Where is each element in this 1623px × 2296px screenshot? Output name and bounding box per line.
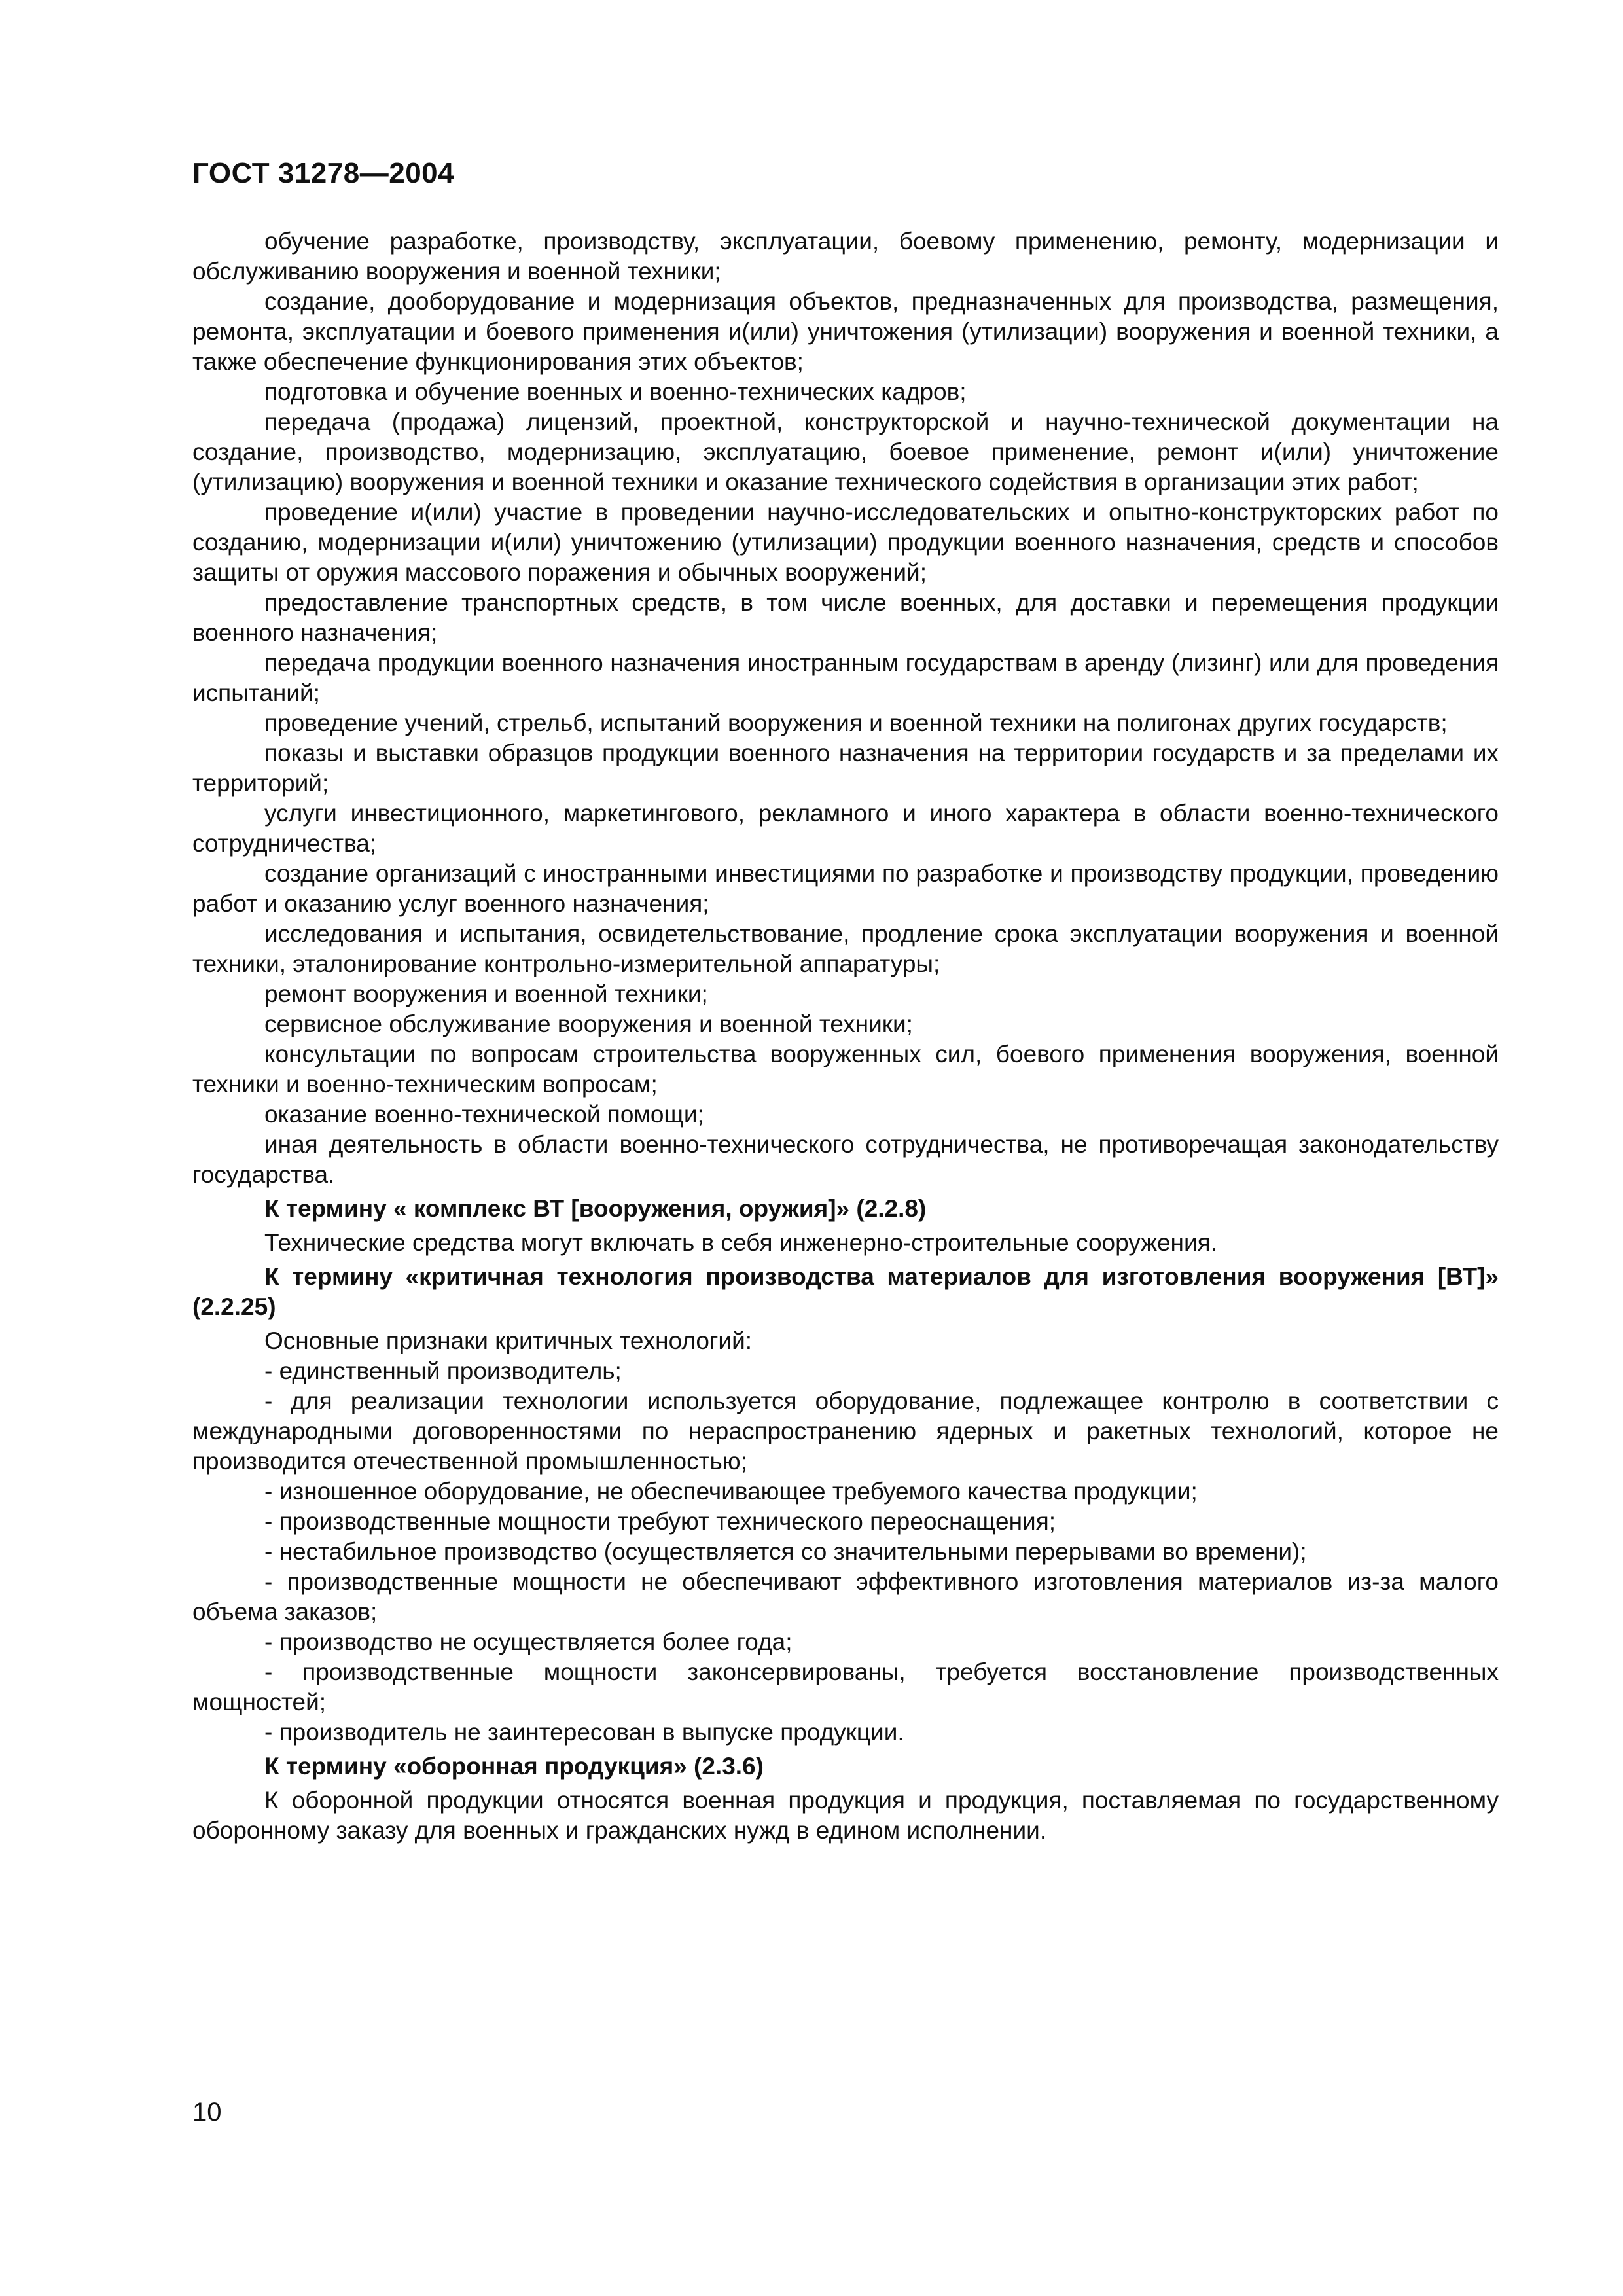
paragraph: консультации по вопросам строительства вооруженных сил, боевого применения вооружения, военной техники и военно-техническим вопросам; xyxy=(192,1041,1499,1098)
document-header: ГОСТ 31278—2004 xyxy=(192,157,455,189)
paragraph: - для реализации технологии используется оборудование, подлежащее контролю в соответствии с международными договоренностями по нераспространению ядерных и ракетных технологий, которое не производится отечественной промышленностью; xyxy=(192,1388,1499,1475)
paragraph: обучение разработке, производству, эксплуатации, боевому применению, ремонту, модернизации и обслуживанию вооружения и военной техники; xyxy=(192,228,1499,285)
page-number: 10 xyxy=(192,2098,222,2126)
paragraph: создание, дооборудование и модернизация объектов, предназначенных для производства, размещения, ремонта, эксплуатации и боевого применения и(или) уничтожения (утилизации) вооружения и военной техники, а также обеспечение функционирования этих объектов; xyxy=(192,288,1499,375)
paragraph: - изношенное оборудование, не обеспечивающее требуемого качества продукции; xyxy=(264,1478,1198,1505)
paragraph: - нестабильное производство (осуществляется со значительными перерывами во времени); xyxy=(264,1538,1307,1565)
document-body xyxy=(192,226,1499,1846)
paragraph: ремонт вооружения и военной техники; xyxy=(264,980,708,1007)
paragraph: передача (продажа) лицензий, проектной, конструкторской и научно-технической документации на создание, производство, модернизацию, эксплуатацию, боевое применение, ремонт и(или) уничтожение (утилизацию) вооружения и военной техники и оказание технического содействия в организации этих работ; xyxy=(192,408,1499,495)
section-heading: К термину «оборонная продукция» (2.3.6) xyxy=(264,1753,764,1780)
paragraph: иная деятельность в области военно-технического сотрудничества, не противоречащая законодательству государства. xyxy=(192,1131,1499,1188)
paragraph: передача продукции военного назначения иностранным государствам в аренду (лизинг) или для проведения испытаний; xyxy=(192,649,1499,706)
paragraph: Технические средства могут включать в себя инженерно-строительные сооружения. xyxy=(264,1229,1217,1256)
paragraph: показы и выставки образцов продукции военного назначения на территории государств и за пределами их территорий; xyxy=(192,740,1499,797)
section-heading: К термину «критичная технология производства материалов для изготовления вооружения [ВТ]» (2.2.25) xyxy=(192,1263,1499,1320)
paragraph: услуги инвестиционного, маркетингового, рекламного и иного характера в области военно-технического сотрудничества; xyxy=(192,800,1499,857)
paragraph: проведение и(или) участие в проведении научно-исследовательских и опытно-конструкторских работ по созданию, модернизации и(или) уничтожению (утилизации) продукции военного назначения, средств и способов защиты от оружия массового поражения и обычных вооружений; xyxy=(192,499,1499,586)
paragraph: создание организаций с иностранными инвестициями по разработке и производству продукции, проведению работ и оказанию услуг военного назначения; xyxy=(192,860,1499,917)
paragraph: исследования и испытания, освидетельствование, продление срока эксплуатации вооружения и военной техники, эталонирование контрольно-измерительной аппаратуры; xyxy=(192,920,1499,977)
paragraph: - единственный производитель; xyxy=(264,1357,622,1384)
paragraph: - производственные мощности не обеспечивают эффективного изготовления материалов из-за малого объема заказов; xyxy=(192,1568,1499,1625)
paragraph: сервисное обслуживание вооружения и военной техники; xyxy=(264,1011,913,1037)
paragraph: К оборонной продукции относятся военная продукция и продукция, поставляемая по государственному оборонному заказу для военных и гражданских нужд в едином исполнении. xyxy=(192,1787,1499,1844)
paragraph: проведение учений, стрельб, испытаний вооружения и военной техники на полигонах других государств; xyxy=(264,709,1448,736)
paragraph: - производитель не заинтересован в выпуске продукции. xyxy=(264,1719,904,1746)
paragraph: подготовка и обучение военных и военно-технических кадров; xyxy=(264,378,967,405)
paragraph: - производственные мощности законсервированы, требуется восстановление производственных мощностей; xyxy=(192,1659,1499,1715)
paragraph: оказание военно-технической помощи; xyxy=(264,1101,704,1128)
section-heading: К термину « комплекс ВТ [вооружения, оружия]» (2.2.8) xyxy=(264,1195,927,1222)
paragraph: предоставление транспортных средств, в том числе военных, для доставки и перемещения продукции военного назначения; xyxy=(192,589,1499,646)
paragraph: - производство не осуществляется более года; xyxy=(264,1628,793,1655)
paragraph: - производственные мощности требуют технического переоснащения; xyxy=(264,1508,1056,1535)
paragraph: Основные признаки критичных технологий: xyxy=(264,1327,753,1354)
